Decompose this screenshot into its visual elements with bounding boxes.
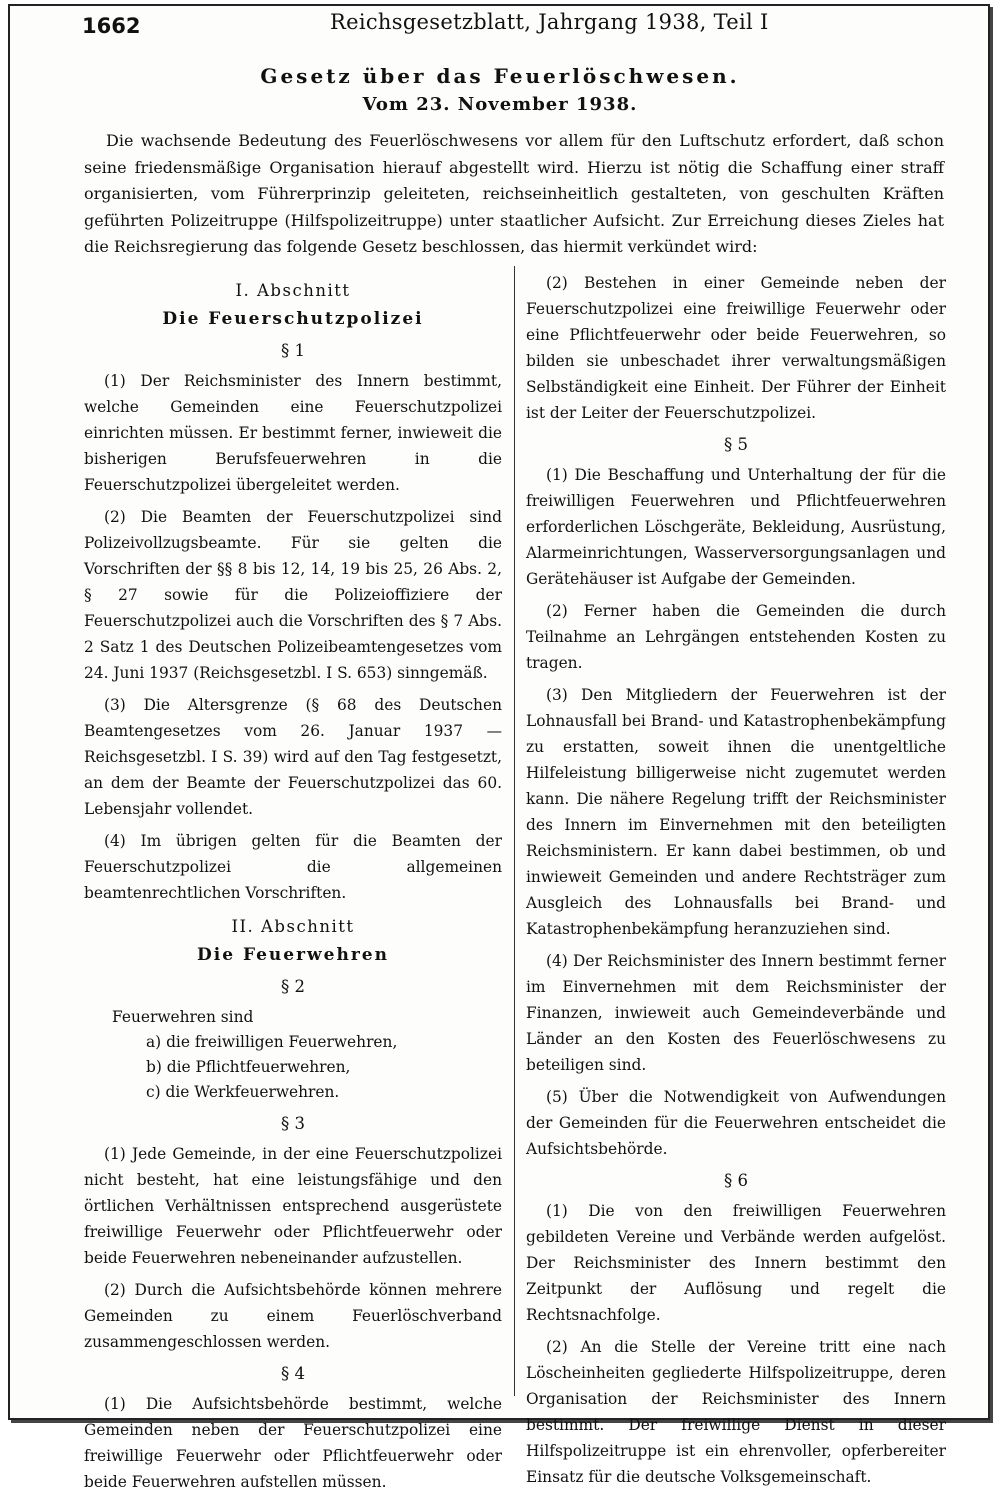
section-heading-2: II. Abschnitt (231, 917, 355, 936)
paragraph-5-3: (3) Den Mitgliedern der Feuerwehren ist der Lohnausfall bei Brand- und Katastrophenbekämpfung zu erstatten, soweit ihnen die unentgeltliche Hilfeleistung billigerweise nicht zugemutet werden kann. Die nähere Regelung trifft der Reichsminister des Innern im Einvernehmen mit den beteiligten Reichsministern. Er kann dabei bestimmen, ob und inwieweit Gemeinden und andere Rechtsträger zum Ausgleich des Lohnausfalls bei Brand- und Katastrophenbekämpfung heranzuziehen sind. (526, 686, 946, 938)
paragraph-3-1: (1) Jede Gemeinde, in der eine Feuerschutzpolizei nicht besteht, hat eine leistungsfähige und den örtlichen Verhältnissen entsprechend ausgerüstete freiwillige Feuerwehr oder Pflichtfeuerwehr oder beide Feuerwehren nebeneinander aufzustellen. (84, 1145, 502, 1267)
paragraph-3-2: (2) Durch die Aufsichtsbehörde können mehrere Gemeinden zu einem Feuerlöschverband zusammengeschlossen werden. (84, 1281, 502, 1351)
paragraph-5-2: (2) Ferner haben die Gemeinden die durch Teilnahme an Lehrgängen entstehenden Kosten zu tragen. (526, 602, 946, 672)
right-column (526, 270, 946, 1490)
paragraph-5-5: (5) Über die Notwendigkeit von Aufwendungen der Gemeinden für die Feuerwehren entscheidet die Aufsichtsbehörde. (526, 1088, 946, 1158)
list-intro: Feuerwehren sind (112, 1008, 254, 1026)
paragraph-mark-4: § 4 (281, 1364, 305, 1383)
paragraph-mark-3: § 3 (281, 1114, 305, 1133)
paragraph-mark-6: § 6 (724, 1171, 748, 1190)
paragraph-5-1: (1) Die Beschaffung und Unterhaltung der für die freiwilligen Feuerwehren und Pflichtfeuerwehren erforderlichen Löschgeräte, Bekleidung, Ausrüstung, Alarmeinrichtungen, Wasserversorgungsanlagen und Gerätehäuser ist Aufgabe der Gemeinden. (526, 466, 946, 588)
list-item: a) die freiwilligen Feuerwehren, (146, 1033, 398, 1051)
paragraph-6-1: (1) Die von den freiwilligen Feuerwehren gebildeten Vereine und Verbände werden aufgelöst. Der Reichsminister des Innern bestimmt den Zeitpunkt der Auflösung und regelt die Rechtsnachfolge. (526, 1202, 946, 1324)
left-column (84, 270, 502, 1495)
paragraph-6-2: (2) An die Stelle der Vereine tritt eine nach Löscheinheiten gegliederte Hilfspolizeitruppe, deren Organisation der Reichsminister des Innern bestimmt. Der freiwillige Dienst in dieser Hilfspolizeitruppe ist ein ehrenvoller, opferbereiter Einsatz für die deutsche Volksgemeinschaft. (526, 1338, 946, 1486)
paragraph-4-1: (1) Die Aufsichtsbehörde bestimmt, welche Gemeinden neben der Feuerschutzpolizei eine freiwillige Feuerwehr oder Pflichtfeuerwehr oder beide Feuerwehren aufstellen müssen. (84, 1395, 502, 1491)
paragraph-mark-2: § 2 (281, 977, 305, 996)
paragraph-1-4: (4) Im übrigen gelten für die Beamten der Feuerschutzpolizei die allgemeinen beamtenrechtlichen Vorschriften. (84, 832, 502, 902)
document-title: Gesetz über das Feuerlöschwesen. (260, 64, 740, 88)
fire-brigade-list (146, 1030, 502, 1105)
section-heading-1: I. Abschnitt (235, 281, 351, 300)
paragraph-mark-5: § 5 (724, 435, 748, 454)
page-number: 1662 (82, 14, 141, 38)
column-divider (514, 266, 515, 1396)
paragraph-1-1: (1) Der Reichsminister des Innern bestimmt, welche Gemeinden eine Feuerschutzpolizei einrichten müssen. Er bestimmt ferner, inwieweit die bisherigen Berufsfeuerwehren in die Feuerschutzpolizei übergeleitet werden. (84, 372, 502, 494)
section-title-1: Die Feuerschutzpolizei (162, 309, 424, 329)
document-date: Vom 23. November 1938. (362, 94, 638, 115)
preamble: Die wachsende Bedeutung des Feuerlöschwesens vor allem für den Luftschutz erfordert, daß schon seine friedensmäßige Organisation hierauf abgestellt wird. Hierzu ist nötig die Schaffung einer straff organisierten, vom Führerprinzip geleiteten, reichseinheitlich gestalteten, von geschulten Kräften geführten Polizeitruppe (Hilfspolizeitruppe) unter staatlicher Aufsicht. Zur Erreichung dieses Zieles hat die Reichsregierung das folgende Gesetz beschlossen, das hiermit verkündet wird: (84, 131, 944, 256)
running-head: Reichsgesetzblatt, Jahrgang 1938, Teil I (330, 10, 769, 34)
paragraph-mark-1: § 1 (281, 341, 305, 360)
list-item: c) die Werkfeuerwehren. (146, 1083, 340, 1101)
list-item: b) die Pflichtfeuerwehren, (146, 1058, 351, 1076)
paragraph-1-2: (2) Die Beamten der Feuerschutzpolizei sind Polizeivollzugsbeamte. Für sie gelten die Vorschriften der §§ 8 bis 12, 14, 19 bis 25, 26 Abs. 2, § 27 sowie für die Polizeioffiziere der Feuerschutzpolizei auch die Vorschriften des § 7 Abs. 2 Satz 1 des Deutschen Polizeibeamtengesetzes vom 24. Juni 1937 (Reichsgesetzbl. I S. 653) sinngemäß. (84, 508, 502, 682)
paragraph-4-2: (2) Bestehen in einer Gemeinde neben der Feuerschutzpolizei eine freiwillige Feuerwehr oder eine Pflichtfeuerwehr oder beide Feuerwehren, so bilden sie unbeschadet ihrer verwaltungsmäßigen Selbständigkeit eine Einheit. Der Führer der Einheit ist der Leiter der Feuerschutzpolizei. (526, 274, 946, 422)
section-title-2: Die Feuerwehren (197, 945, 389, 965)
paragraph-5-4: (4) Der Reichsminister des Innern bestimmt ferner im Einvernehmen mit dem Reichsminister der Finanzen, inwieweit auch Gemeindeverbände und Länder an den Kosten des Feuerlöschwesens zu beteiligen sind. (526, 952, 946, 1074)
paragraph-1-3: (3) Die Altersgrenze (§ 68 des Deutschen Beamtengesetzes vom 26. Januar 1937 — Reichsgesetzbl. I S. 39) wird auf den Tag festgesetzt, an dem der Beamte der Feuerschutzpolizei das 60. Lebensjahr vollendet. (84, 696, 502, 818)
